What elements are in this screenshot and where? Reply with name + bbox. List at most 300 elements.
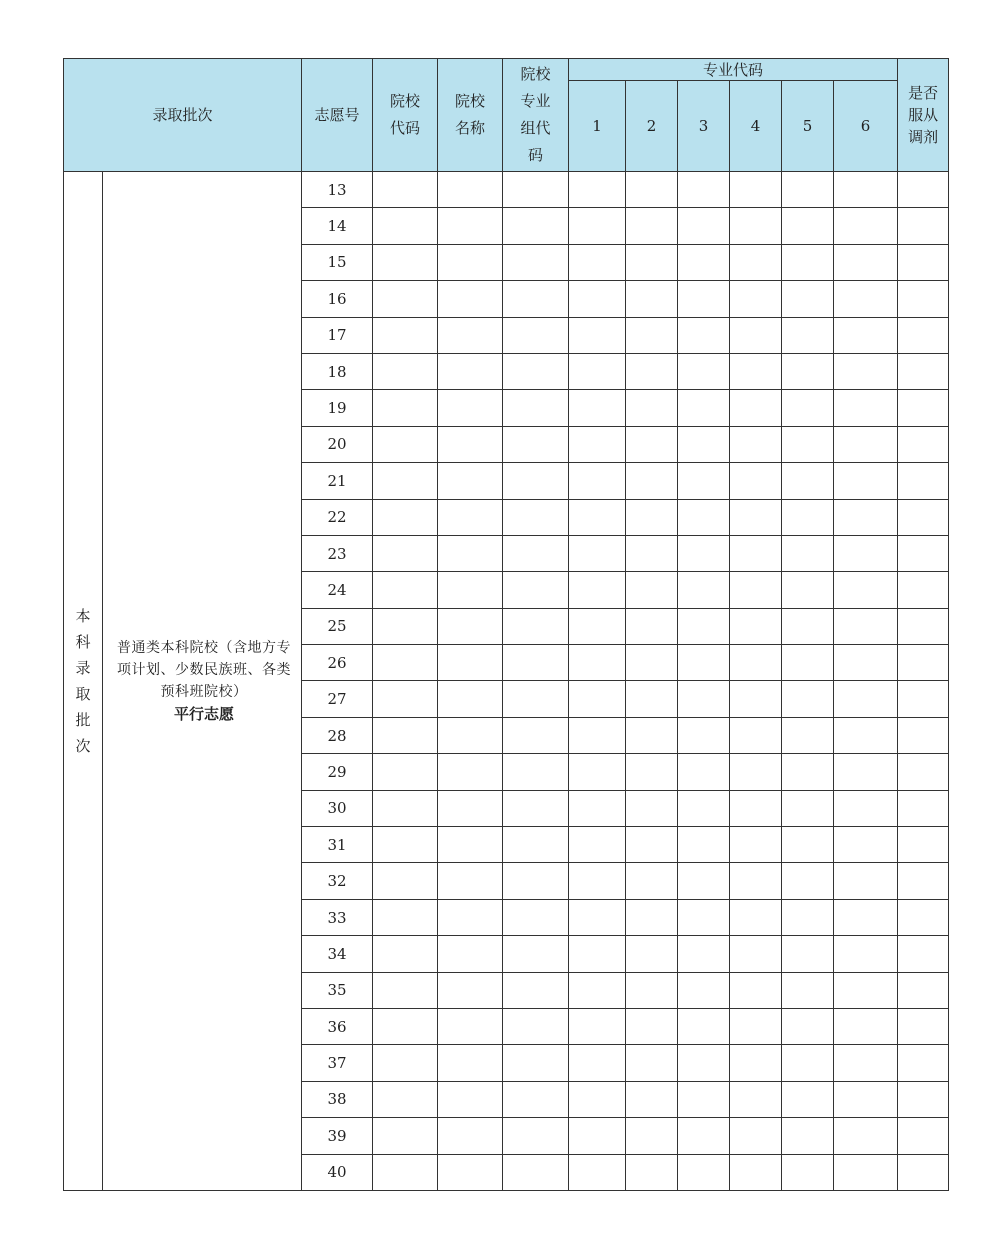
school-name-cell[interactable] — [438, 172, 503, 208]
school-code-cell[interactable] — [373, 390, 438, 426]
school-name-cell[interactable] — [438, 499, 503, 535]
school-name-cell[interactable] — [438, 1008, 503, 1044]
major-2-cell[interactable] — [626, 1118, 678, 1154]
major-1-cell[interactable] — [569, 899, 626, 935]
choice-number: 17 — [302, 317, 373, 353]
major-6-cell[interactable] — [834, 1081, 898, 1117]
adjust-cell[interactable] — [898, 390, 949, 426]
school-name-cell[interactable] — [438, 1118, 503, 1154]
school-name-cell[interactable] — [438, 790, 503, 826]
adjust-cell[interactable] — [898, 535, 949, 571]
major-4-cell[interactable] — [730, 827, 782, 863]
major-5-cell[interactable] — [782, 827, 834, 863]
major-4-cell[interactable] — [730, 208, 782, 244]
group-code-cell[interactable] — [503, 1081, 569, 1117]
major-3-cell[interactable] — [678, 1045, 730, 1081]
major-2-cell[interactable] — [626, 244, 678, 280]
major-5-cell[interactable] — [782, 244, 834, 280]
major-1-cell[interactable] — [569, 827, 626, 863]
major-2-cell[interactable] — [626, 681, 678, 717]
group-code-cell[interactable] — [503, 790, 569, 826]
major-3-cell[interactable] — [678, 572, 730, 608]
school-name-cell[interactable] — [438, 645, 503, 681]
major-1-cell[interactable] — [569, 1045, 626, 1081]
major-3-cell[interactable] — [678, 535, 730, 571]
major-5-cell[interactable] — [782, 353, 834, 389]
major-6-cell[interactable] — [834, 572, 898, 608]
application-form-table — [63, 58, 949, 1191]
header-choice-no: 志愿号 — [302, 59, 373, 172]
school-name-cell[interactable] — [438, 426, 503, 462]
school-name-cell[interactable] — [438, 827, 503, 863]
school-name-cell[interactable] — [438, 1045, 503, 1081]
major-1-cell[interactable] — [569, 426, 626, 462]
major-1-cell[interactable] — [569, 281, 626, 317]
group-code-cell[interactable] — [503, 936, 569, 972]
major-5-cell[interactable] — [782, 936, 834, 972]
major-1-cell[interactable] — [569, 717, 626, 753]
major-1-cell[interactable] — [569, 1118, 626, 1154]
major-4-cell[interactable] — [730, 608, 782, 644]
choice-number: 34 — [302, 936, 373, 972]
school-code-cell[interactable] — [373, 463, 438, 499]
school-name-cell[interactable] — [438, 244, 503, 280]
adjust-cell[interactable] — [898, 790, 949, 826]
group-code-cell[interactable] — [503, 863, 569, 899]
school-code-cell[interactable] — [373, 1154, 438, 1190]
adjust-cell[interactable] — [898, 645, 949, 681]
group-code-cell[interactable] — [503, 172, 569, 208]
school-code-cell[interactable] — [373, 754, 438, 790]
major-3-cell[interactable] — [678, 608, 730, 644]
major-4-cell[interactable] — [730, 317, 782, 353]
major-3-cell[interactable] — [678, 1154, 730, 1190]
major-6-cell[interactable] — [834, 426, 898, 462]
major-6-cell[interactable] — [834, 827, 898, 863]
major-6-cell[interactable] — [834, 681, 898, 717]
school-name-cell[interactable] — [438, 899, 503, 935]
major-6-cell[interactable] — [834, 208, 898, 244]
school-code-cell[interactable] — [373, 645, 438, 681]
major-2-cell[interactable] — [626, 790, 678, 826]
header-major-4: 4 — [730, 81, 782, 172]
major-1-cell[interactable] — [569, 1081, 626, 1117]
adjust-cell[interactable] — [898, 972, 949, 1008]
major-3-cell[interactable] — [678, 317, 730, 353]
adjust-cell[interactable] — [898, 572, 949, 608]
major-5-cell[interactable] — [782, 754, 834, 790]
adjust-cell[interactable] — [898, 426, 949, 462]
major-2-cell[interactable] — [626, 281, 678, 317]
group-code-cell[interactable] — [503, 645, 569, 681]
school-code-cell[interactable] — [373, 426, 438, 462]
major-4-cell[interactable] — [730, 681, 782, 717]
major-5-cell[interactable] — [782, 717, 834, 753]
major-3-cell[interactable] — [678, 972, 730, 1008]
major-6-cell[interactable] — [834, 499, 898, 535]
major-1-cell[interactable] — [569, 463, 626, 499]
major-2-cell[interactable] — [626, 353, 678, 389]
school-name-cell[interactable] — [438, 353, 503, 389]
major-1-cell[interactable] — [569, 645, 626, 681]
major-4-cell[interactable] — [730, 1045, 782, 1081]
major-4-cell[interactable] — [730, 281, 782, 317]
major-6-cell[interactable] — [834, 754, 898, 790]
major-2-cell[interactable] — [626, 972, 678, 1008]
major-4-cell[interactable] — [730, 936, 782, 972]
adjust-cell[interactable] — [898, 1154, 949, 1190]
major-5-cell[interactable] — [782, 1045, 834, 1081]
major-5-cell[interactable] — [782, 172, 834, 208]
group-code-cell[interactable] — [503, 499, 569, 535]
adjust-cell[interactable] — [898, 899, 949, 935]
school-code-cell[interactable] — [373, 208, 438, 244]
school-code-cell[interactable] — [373, 717, 438, 753]
major-3-cell[interactable] — [678, 827, 730, 863]
major-5-cell[interactable] — [782, 1081, 834, 1117]
header-major-6: 6 — [834, 81, 898, 172]
major-1-cell[interactable] — [569, 863, 626, 899]
major-5-cell[interactable] — [782, 899, 834, 935]
choice-number: 19 — [302, 390, 373, 426]
major-6-cell[interactable] — [834, 353, 898, 389]
major-1-cell[interactable] — [569, 535, 626, 571]
major-4-cell[interactable] — [730, 1008, 782, 1044]
major-3-cell[interactable] — [678, 1008, 730, 1044]
major-2-cell[interactable] — [626, 1008, 678, 1044]
school-name-cell[interactable] — [438, 972, 503, 1008]
major-2-cell[interactable] — [626, 1081, 678, 1117]
major-2-cell[interactable] — [626, 499, 678, 535]
major-5-cell[interactable] — [782, 499, 834, 535]
major-1-cell[interactable] — [569, 317, 626, 353]
group-code-cell[interactable] — [503, 390, 569, 426]
adjust-cell[interactable] — [898, 863, 949, 899]
major-6-cell[interactable] — [834, 1008, 898, 1044]
adjust-cell[interactable] — [898, 172, 949, 208]
adjust-cell[interactable] — [898, 681, 949, 717]
major-6-cell[interactable] — [834, 317, 898, 353]
major-5-cell[interactable] — [782, 1154, 834, 1190]
major-3-cell[interactable] — [678, 863, 730, 899]
major-6-cell[interactable] — [834, 390, 898, 426]
major-4-cell[interactable] — [730, 1081, 782, 1117]
adjust-cell[interactable] — [898, 1081, 949, 1117]
major-2-cell[interactable] — [626, 827, 678, 863]
major-4-cell[interactable] — [730, 1118, 782, 1154]
school-code-cell[interactable] — [373, 790, 438, 826]
major-6-cell[interactable] — [834, 863, 898, 899]
adjust-cell[interactable] — [898, 1008, 949, 1044]
school-name-cell[interactable] — [438, 717, 503, 753]
major-1-cell[interactable] — [569, 754, 626, 790]
school-code-cell[interactable] — [373, 863, 438, 899]
group-code-cell[interactable] — [503, 572, 569, 608]
header-batch: 录取批次 — [64, 59, 302, 172]
school-code-cell[interactable] — [373, 827, 438, 863]
major-4-cell[interactable] — [730, 899, 782, 935]
major-3-cell[interactable] — [678, 244, 730, 280]
major-4-cell[interactable] — [730, 754, 782, 790]
major-4-cell[interactable] — [730, 972, 782, 1008]
major-6-cell[interactable] — [834, 899, 898, 935]
school-code-cell[interactable] — [373, 1118, 438, 1154]
choice-number: 20 — [302, 426, 373, 462]
group-code-cell[interactable] — [503, 754, 569, 790]
major-5-cell[interactable] — [782, 281, 834, 317]
major-6-cell[interactable] — [834, 1045, 898, 1081]
major-4-cell[interactable] — [730, 463, 782, 499]
school-name-cell[interactable] — [438, 1154, 503, 1190]
major-5-cell[interactable] — [782, 645, 834, 681]
school-code-cell[interactable] — [373, 499, 438, 535]
major-1-cell[interactable] — [569, 244, 626, 280]
major-4-cell[interactable] — [730, 353, 782, 389]
adjust-cell[interactable] — [898, 936, 949, 972]
group-code-cell[interactable] — [503, 244, 569, 280]
school-code-cell[interactable] — [373, 972, 438, 1008]
major-6-cell[interactable] — [834, 936, 898, 972]
adjust-cell[interactable] — [898, 463, 949, 499]
major-2-cell[interactable] — [626, 172, 678, 208]
school-name-cell[interactable] — [438, 317, 503, 353]
major-5-cell[interactable] — [782, 535, 834, 571]
choice-number: 33 — [302, 899, 373, 935]
major-3-cell[interactable] — [678, 499, 730, 535]
group-code-cell[interactable] — [503, 1008, 569, 1044]
group-code-cell[interactable] — [503, 608, 569, 644]
adjust-cell[interactable] — [898, 1118, 949, 1154]
major-2-cell[interactable] — [626, 463, 678, 499]
major-2-cell[interactable] — [626, 572, 678, 608]
major-5-cell[interactable] — [782, 463, 834, 499]
group-code-cell[interactable] — [503, 463, 569, 499]
major-1-cell[interactable] — [569, 172, 626, 208]
school-code-cell[interactable] — [373, 608, 438, 644]
major-3-cell[interactable] — [678, 208, 730, 244]
group-code-cell[interactable] — [503, 717, 569, 753]
school-code-cell[interactable] — [373, 244, 438, 280]
major-6-cell[interactable] — [834, 1154, 898, 1190]
major-5-cell[interactable] — [782, 681, 834, 717]
major-5-cell[interactable] — [782, 572, 834, 608]
major-4-cell[interactable] — [730, 390, 782, 426]
school-name-cell[interactable] — [438, 608, 503, 644]
adjust-cell[interactable] — [898, 208, 949, 244]
group-code-cell[interactable] — [503, 317, 569, 353]
major-1-cell[interactable] — [569, 208, 626, 244]
major-1-cell[interactable] — [569, 608, 626, 644]
group-code-cell[interactable] — [503, 972, 569, 1008]
major-1-cell[interactable] — [569, 790, 626, 826]
major-6-cell[interactable] — [834, 645, 898, 681]
major-5-cell[interactable] — [782, 317, 834, 353]
adjust-cell[interactable] — [898, 1045, 949, 1081]
major-4-cell[interactable] — [730, 790, 782, 826]
major-3-cell[interactable] — [678, 1081, 730, 1117]
school-code-cell[interactable] — [373, 1081, 438, 1117]
group-code-cell[interactable] — [503, 827, 569, 863]
school-name-cell[interactable] — [438, 681, 503, 717]
school-code-cell[interactable] — [373, 899, 438, 935]
school-name-cell[interactable] — [438, 936, 503, 972]
batch-label: 本科录取批次 — [75, 606, 91, 755]
major-1-cell[interactable] — [569, 681, 626, 717]
group-code-cell[interactable] — [503, 208, 569, 244]
adjust-cell[interactable] — [898, 717, 949, 753]
school-name-cell[interactable] — [438, 1081, 503, 1117]
adjust-cell[interactable] — [898, 827, 949, 863]
major-3-cell[interactable] — [678, 463, 730, 499]
major-4-cell[interactable] — [730, 244, 782, 280]
major-5-cell[interactable] — [782, 1008, 834, 1044]
major-3-cell[interactable] — [678, 899, 730, 935]
major-2-cell[interactable] — [626, 754, 678, 790]
school-code-cell[interactable] — [373, 1008, 438, 1044]
major-4-cell[interactable] — [730, 717, 782, 753]
major-5-cell[interactable] — [782, 208, 834, 244]
batch-label-cell — [64, 172, 103, 1191]
major-2-cell[interactable] — [626, 208, 678, 244]
group-code-cell[interactable] — [503, 1154, 569, 1190]
major-3-cell[interactable] — [678, 390, 730, 426]
adjust-cell[interactable] — [898, 353, 949, 389]
school-code-cell[interactable] — [373, 535, 438, 571]
choice-number: 30 — [302, 790, 373, 826]
group-code-cell[interactable] — [503, 535, 569, 571]
school-name-cell[interactable] — [438, 754, 503, 790]
major-1-cell[interactable] — [569, 1008, 626, 1044]
major-5-cell[interactable] — [782, 608, 834, 644]
adjust-cell[interactable] — [898, 754, 949, 790]
major-5-cell[interactable] — [782, 426, 834, 462]
adjust-cell[interactable] — [898, 244, 949, 280]
major-2-cell[interactable] — [626, 608, 678, 644]
school-name-cell[interactable] — [438, 535, 503, 571]
choice-number: 32 — [302, 863, 373, 899]
major-4-cell[interactable] — [730, 1154, 782, 1190]
school-name-cell[interactable] — [438, 463, 503, 499]
table-row — [64, 172, 949, 208]
adjust-cell[interactable] — [898, 608, 949, 644]
major-1-cell[interactable] — [569, 499, 626, 535]
major-3-cell[interactable] — [678, 681, 730, 717]
major-3-cell[interactable] — [678, 353, 730, 389]
school-code-cell[interactable] — [373, 681, 438, 717]
major-6-cell[interactable] — [834, 463, 898, 499]
group-code-cell[interactable] — [503, 1118, 569, 1154]
major-3-cell[interactable] — [678, 645, 730, 681]
adjust-cell[interactable] — [898, 281, 949, 317]
major-3-cell[interactable] — [678, 281, 730, 317]
major-1-cell[interactable] — [569, 1154, 626, 1190]
major-1-cell[interactable] — [569, 936, 626, 972]
major-5-cell[interactable] — [782, 972, 834, 1008]
choice-number: 25 — [302, 608, 373, 644]
major-6-cell[interactable] — [834, 717, 898, 753]
major-2-cell[interactable] — [626, 1045, 678, 1081]
choice-number: 29 — [302, 754, 373, 790]
major-2-cell[interactable] — [626, 1154, 678, 1190]
school-code-cell[interactable] — [373, 936, 438, 972]
major-3-cell[interactable] — [678, 790, 730, 826]
school-code-cell[interactable] — [373, 281, 438, 317]
group-code-cell[interactable] — [503, 681, 569, 717]
major-4-cell[interactable] — [730, 535, 782, 571]
major-2-cell[interactable] — [626, 317, 678, 353]
major-3-cell[interactable] — [678, 1118, 730, 1154]
adjust-cell[interactable] — [898, 499, 949, 535]
major-2-cell[interactable] — [626, 426, 678, 462]
major-4-cell[interactable] — [730, 172, 782, 208]
major-6-cell[interactable] — [834, 790, 898, 826]
major-6-cell[interactable] — [834, 172, 898, 208]
major-1-cell[interactable] — [569, 353, 626, 389]
school-name-cell[interactable] — [438, 863, 503, 899]
major-2-cell[interactable] — [626, 899, 678, 935]
major-2-cell[interactable] — [626, 717, 678, 753]
major-6-cell[interactable] — [834, 1118, 898, 1154]
major-2-cell[interactable] — [626, 863, 678, 899]
major-4-cell[interactable] — [730, 645, 782, 681]
major-4-cell[interactable] — [730, 863, 782, 899]
major-2-cell[interactable] — [626, 645, 678, 681]
school-code-cell[interactable] — [373, 317, 438, 353]
school-code-cell[interactable] — [373, 572, 438, 608]
school-name-cell[interactable] — [438, 572, 503, 608]
major-6-cell[interactable] — [834, 535, 898, 571]
major-6-cell[interactable] — [834, 972, 898, 1008]
major-1-cell[interactable] — [569, 390, 626, 426]
group-code-cell[interactable] — [503, 281, 569, 317]
major-3-cell[interactable] — [678, 426, 730, 462]
major-2-cell[interactable] — [626, 390, 678, 426]
major-2-cell[interactable] — [626, 936, 678, 972]
major-5-cell[interactable] — [782, 390, 834, 426]
major-1-cell[interactable] — [569, 572, 626, 608]
major-3-cell[interactable] — [678, 754, 730, 790]
school-code-cell[interactable] — [373, 353, 438, 389]
major-4-cell[interactable] — [730, 499, 782, 535]
group-code-cell[interactable] — [503, 1045, 569, 1081]
school-code-cell[interactable] — [373, 172, 438, 208]
major-3-cell[interactable] — [678, 717, 730, 753]
major-6-cell[interactable] — [834, 281, 898, 317]
table-body — [64, 172, 949, 1191]
school-name-cell[interactable] — [438, 390, 503, 426]
major-5-cell[interactable] — [782, 863, 834, 899]
choice-number: 15 — [302, 244, 373, 280]
major-3-cell[interactable] — [678, 172, 730, 208]
major-4-cell[interactable] — [730, 426, 782, 462]
adjust-cell[interactable] — [898, 317, 949, 353]
school-code-cell[interactable] — [373, 1045, 438, 1081]
major-4-cell[interactable] — [730, 572, 782, 608]
major-3-cell[interactable] — [678, 936, 730, 972]
school-name-cell[interactable] — [438, 281, 503, 317]
school-name-cell[interactable] — [438, 208, 503, 244]
major-1-cell[interactable] — [569, 972, 626, 1008]
major-6-cell[interactable] — [834, 244, 898, 280]
group-code-cell[interactable] — [503, 353, 569, 389]
major-2-cell[interactable] — [626, 535, 678, 571]
major-5-cell[interactable] — [782, 790, 834, 826]
major-5-cell[interactable] — [782, 1118, 834, 1154]
group-code-cell[interactable] — [503, 426, 569, 462]
major-6-cell[interactable] — [834, 608, 898, 644]
group-code-cell[interactable] — [503, 899, 569, 935]
choice-number: 23 — [302, 535, 373, 571]
